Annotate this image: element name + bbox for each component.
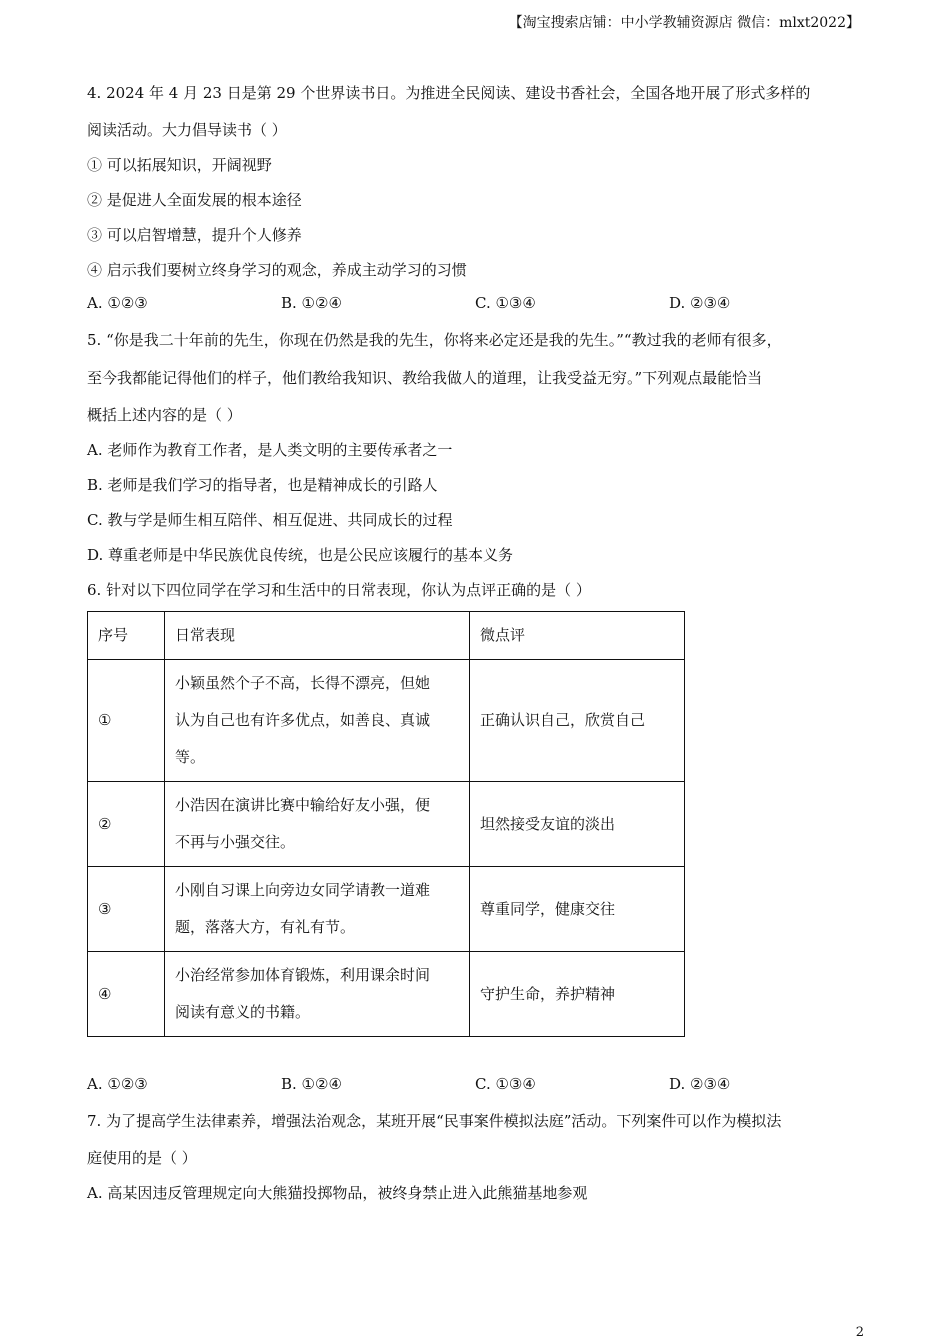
q4-option-a: A. ①②③	[87, 294, 148, 312]
q5-stem-line1: 5. “你是我二十年前的先生，你现在仍然是我的先生，你将来必定还是我的先生。”“教过我的老师有很多，	[87, 331, 782, 349]
q4-option-b: B. ①②④	[281, 294, 342, 312]
table-row	[88, 660, 685, 782]
q5-option-c: C. 教与学是师生相互陪伴、相互促进、共同成长的过程	[87, 511, 453, 529]
q5-option-b: B. 老师是我们学习的指导者，也是精神成长的引路人	[87, 476, 438, 494]
row-behavior	[165, 782, 470, 867]
q5-option-d: D. 尊重老师是中华民族优良传统，也是公民应该履行的基本义务	[87, 546, 514, 564]
page-number: 2	[855, 1325, 864, 1340]
behavior-line: 认为自己也有许多优点，如善良、真诚	[175, 711, 431, 729]
table-row	[88, 952, 685, 1037]
row-comment: 正确认识自己，欣赏自己	[470, 660, 685, 782]
q6-option-b: B. ①②④	[281, 1075, 342, 1093]
row-number: ③	[88, 867, 165, 952]
behavior-line: 不再与小强交往。	[175, 833, 296, 851]
behavior-line: 小颖虽然个子不高，长得不漂亮，但她	[175, 674, 431, 692]
behavior-line: 题，落落大方，有礼有节。	[175, 918, 356, 936]
q4-options	[87, 294, 867, 316]
q5-stem-line3: 概括上述内容的是（ ）	[87, 406, 242, 424]
q4-item: ③ 可以启智增慧，提升个人修养	[87, 226, 302, 244]
q4-stem-line1: 4. 2024 年 4 月 23 日是第 29 个世界读书日。为推进全民阅读、建设书香社会，全国各地开展了形式多样的	[87, 84, 811, 102]
q7-stem-line1: 7. 为了提高学生法律素养，增强法治观念，某班开展“民事案件模拟法庭”活动。下列案件可以作为模拟法	[87, 1112, 782, 1130]
q5-option-a: A. 老师作为教育工作者，是人类文明的主要传承者之一	[87, 441, 453, 459]
page-header: 【淘宝搜索店铺：中小学教辅资源店 微信：mlxt2022】	[508, 15, 860, 31]
row-comment: 尊重同学，健康交往	[470, 867, 685, 952]
q5-stem-line2: 至今我都能记得他们的样子，他们教给我知识、教给我做人的道理，让我受益无穷。”下列观点最能恰当	[87, 369, 763, 387]
row-number: ④	[88, 952, 165, 1037]
table-row	[88, 782, 685, 867]
table-header-cell: 日常表现	[165, 612, 470, 660]
q6-option-d: D. ②③④	[669, 1075, 731, 1093]
row-comment: 守护生命，养护精神	[470, 952, 685, 1037]
row-behavior	[165, 952, 470, 1037]
behavior-line: 小浩因在演讲比赛中输给好友小强，便	[175, 796, 431, 814]
behavior-line: 小治经常参加体育锻炼，利用课余时间	[175, 966, 431, 984]
behavior-line: 等。	[175, 748, 206, 766]
row-number: ①	[88, 660, 165, 782]
table-header-cell: 微点评	[470, 612, 685, 660]
row-number: ②	[88, 782, 165, 867]
q4-option-d: D. ②③④	[669, 294, 731, 312]
table-row	[88, 867, 685, 952]
q6-stem: 6. 针对以下四位同学在学习和生活中的日常表现，你认为点评正确的是（ ）	[87, 581, 591, 599]
behavior-line: 小刚自习课上向旁边女同学请教一道难	[175, 881, 431, 899]
row-comment: 坦然接受友谊的淡出	[470, 782, 685, 867]
table-header-cell: 序号	[88, 612, 165, 660]
q4-item: ② 是促进人全面发展的根本途径	[87, 191, 302, 209]
row-behavior	[165, 660, 470, 782]
q6-table	[87, 611, 685, 1037]
q7-option-a: A. 高某因违反管理规定向大熊猫投掷物品，被终身禁止进入此熊猫基地参观	[87, 1184, 588, 1202]
q4-item: ④ 启示我们要树立终身学习的观念，养成主动学习的习惯	[87, 261, 467, 279]
q4-option-c: C. ①③④	[475, 294, 536, 312]
q6-option-a: A. ①②③	[87, 1075, 148, 1093]
q4-item: ① 可以拓展知识，开阔视野	[87, 156, 272, 174]
behavior-line: 阅读有意义的书籍。	[175, 1003, 311, 1021]
q6-options	[87, 1075, 867, 1097]
q7-stem-line2: 庭使用的是（ ）	[87, 1149, 197, 1167]
row-behavior	[165, 867, 470, 952]
q6-option-c: C. ①③④	[475, 1075, 536, 1093]
table-header-row	[88, 612, 685, 660]
q4-stem-line2: 阅读活动。大力倡导读书（ ）	[87, 121, 287, 139]
